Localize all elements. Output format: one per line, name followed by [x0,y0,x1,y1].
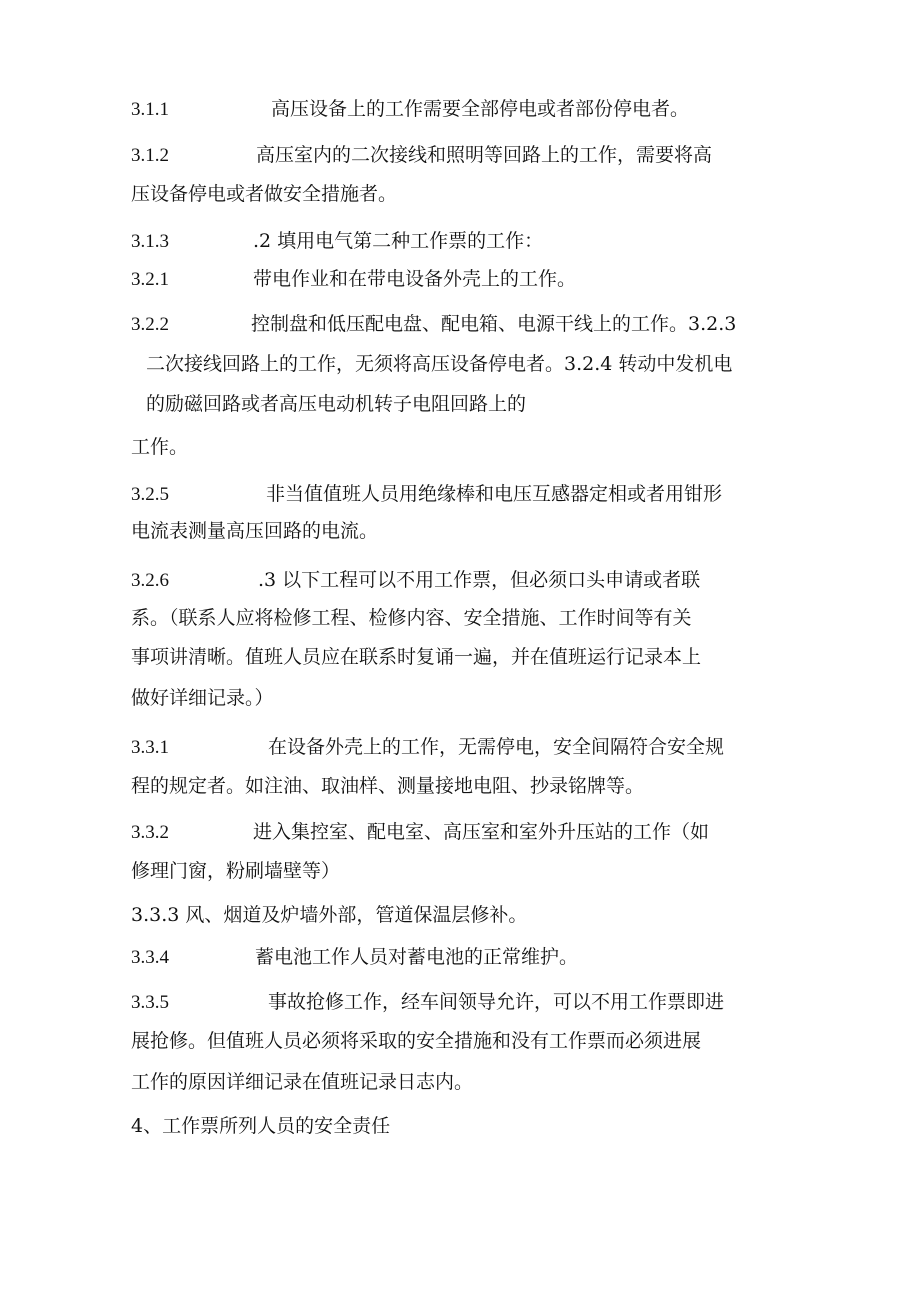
clause-3-2-1 [131,267,791,292]
clause-text: 工作的原因详细记录在值班记录日志内。 [131,1071,474,1093]
clause-text: 在设备外壳上的工作，无需停电，安全间隔符合安全规 [268,736,725,758]
clause-text: 高压设备上的工作需要全部停电或者部份停电者。 [271,98,690,120]
clause-text: 程的规定者。如注油、取油样、测量接地电阻、抄录铭牌等。 [131,775,645,797]
clause-text: 控制盘和低压配电盘、配电箱、电源干线上的工作。3.2.3 [251,313,737,335]
clause-text: 工作。 [131,436,189,458]
clause-number: 3.1.3 [131,231,169,252]
clause-text: 的励磁回路或者高压电动机转子电阻回路上的 [146,393,527,415]
clause-number: 3.2.5 [131,484,169,505]
clause-3-1-1 [131,97,791,122]
clause-continuation [131,686,791,710]
clause-text: 做好详细记录。） [131,687,274,709]
clause-3-3-2 [131,820,791,845]
clause-continuation [131,1029,791,1053]
clause-continuation [131,859,791,883]
clause-text: 高压室内的二次接线和照明等回路上的工作，需要将高 [256,144,713,166]
clause-3-2-5 [131,482,791,507]
clause-continuation [146,392,806,416]
clause-number: 3.3.2 [131,822,169,843]
clause-number: 3.3.4 [131,947,169,968]
clause-3-1-3 [131,229,791,254]
clause-text: 电流表测量高压回路的电流。 [131,520,379,542]
clause-text: 带电作业和在带电设备外壳上的工作。 [253,268,577,290]
clause-continuation [131,606,791,630]
clause-text: 事项讲清晰。值班人员应在联系时复诵一遍，并在值班运行记录本上 [131,646,702,668]
clause-text: .2 填用电气第二种工作票的工作： [253,230,544,252]
clause-text: 修理门窗，粉刷墙壁等） [131,860,341,882]
clause-number: 3.2.6 [131,570,169,591]
clause-continuation [131,1070,791,1094]
clause-text: 3.3.3 风、烟道及炉墙外部，管道保温层修补。 [131,904,528,926]
clause-text: 进入集控室、配电室、高压室和室外升压站的工作（如 [253,821,710,843]
clause-number: 3.2.2 [131,314,169,335]
clause-text: 压设备停电或者做安全措施者。 [131,183,398,205]
clause-text: 蓄电池工作人员对蓄电池的正常维护。 [255,946,579,968]
clause-continuation [131,519,791,543]
clause-continuation [131,182,791,206]
clause-number: 3.1.1 [131,99,169,120]
clause-text: 事故抢修工作，经车间领导允许，可以不用工作票即进 [268,991,725,1013]
clause-3-3-4 [131,945,791,970]
clause-3-3-5 [131,990,791,1015]
clause-number: 3.3.1 [131,737,169,758]
clause-3-3-3 [131,903,791,927]
clause-number: 3.1.2 [131,145,169,166]
section-heading-4 [131,1114,791,1138]
clause-continuation [131,435,791,459]
clause-3-2-2 [131,312,791,337]
section-heading-text: 4、工作票所列人员的安全责任 [131,1115,391,1137]
clause-text: 非当值值班人员用绝缘棒和电压互感器定相或者用钳形 [266,483,723,505]
clause-text: 系。（联系人应将检修工程、检修内容、安全措施、工作时间等有关 [131,607,692,629]
clause-continuation [146,352,806,376]
clause-3-3-1 [131,735,791,760]
clause-3-1-2 [131,143,791,168]
clause-text: 二次接线回路上的工作，无须将高压设备停电者。3.2.4 转动中发机电 [146,353,733,375]
clause-number: 3.3.5 [131,992,169,1013]
clause-text: .3 以下工程可以不用工作票，但必须口头申请或者联 [258,569,701,591]
clause-3-2-6 [131,568,791,593]
clause-number: 3.2.1 [131,269,169,290]
clause-text: 展抢修。但值班人员必须将采取的安全措施和没有工作票而必须进展 [131,1030,702,1052]
clause-continuation [131,645,791,669]
clause-continuation [131,774,791,798]
